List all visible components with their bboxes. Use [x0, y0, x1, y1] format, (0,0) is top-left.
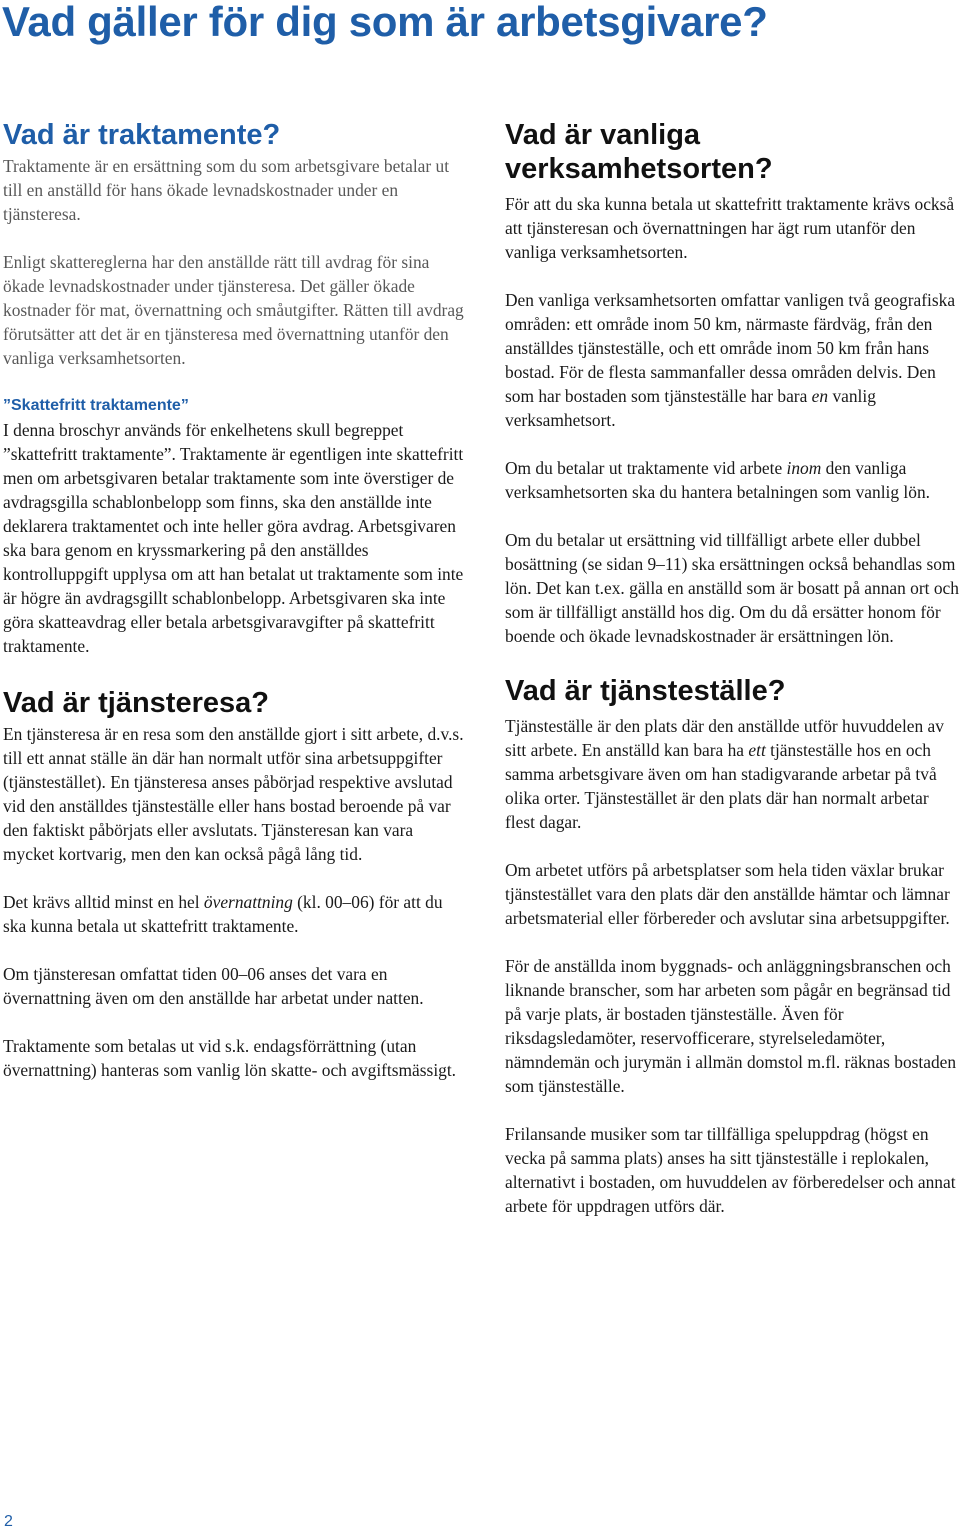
heading-tjansteresa: Vad är tjänsteresa?	[3, 687, 269, 719]
heading-tjanstestalle: Vad är tjänsteställe?	[505, 675, 786, 707]
paragraph-verksamhetsort-krav: För att du ska kunna betala ut skattefritt traktamente krävs också att tjänsteresan och övernattningen har ägt rum utanför den vanliga verksamhetsorten.	[505, 194, 955, 262]
paragraph-traktamente-definition: Traktamente är en ersättning som du som arbetsgivare betalar ut till en anställd för hans ökade levnadskostnader under en tjänsteresa.	[3, 156, 450, 224]
paragraph-tjanstestalle-definition	[505, 714, 960, 834]
definition-emphasis: ett	[748, 740, 766, 760]
paragraph-avdrag-rest: Rätten till avdrag förutsätter att det är en tjänsteresa med övernattning utanför den vanliga verksamhetsorten.	[3, 300, 464, 368]
paragraph-geografiska-omraden	[505, 288, 960, 432]
paragraph-tillfalligt-arbete: Om du betalar ut ersättning vid tillfälligt arbete eller dubbel bosättning (se sidan 9–11) ska ersättningen också behandlas som lön. Det kan t.ex. gälla en anställd som är bosatt på annan ort och som är tillfälligt anställd hos dig. Om du då ersätter honom för boende och ökade levnadskostnader är ersättningen lön.	[505, 530, 959, 646]
heading-traktamente: Vad är traktamente?	[3, 119, 281, 151]
page-title: Vad gäller för dig som är arbetsgivare?	[2, 0, 768, 45]
inom-emphasis: inom	[786, 458, 822, 478]
overnattning-after: (kl. 00–06) för att du ska kunna betala ut skattefritt traktamente.	[3, 892, 443, 936]
left-column	[3, 118, 468, 1082]
omraden-emphasis: en	[811, 386, 829, 406]
inom-before: Om du betalar ut traktamente vid arbete	[505, 458, 787, 478]
section-traktamente	[3, 118, 468, 658]
paragraph-vaxlande-arbetsplatser: Om arbetet utförs på arbetsplatser som hela tiden växlar brukar tjänstestället vara den plats där den anställde hämtar och lämnar arbetsmaterial eller förbereder och avslutar sina arbetsuppgifter.	[505, 860, 950, 928]
overnattning-emphasis: övernattning	[203, 892, 293, 912]
paragraph-avdrag	[3, 250, 468, 370]
heading-verksamhetsort: Vad är vanliga verksamhetsorten?	[505, 119, 773, 185]
section-verksamhetsort	[505, 118, 960, 648]
page-number: 2	[4, 1513, 13, 1530]
section-tjansteresa	[3, 686, 468, 1082]
definition-after: tjänsteställe hos en och samma arbetsgivare även om han stadigvarande arbetar på två olika orter. Tjänstestället är den plats där han normalt arbetar flest dagar.	[505, 740, 937, 832]
paragraph-skattefritt: I denna broschyr används för enkelhetens skull begreppet ”skattefritt traktamente”. Traktamente är egentligen inte skattefritt men om arbetsgivaren betalar traktamente som inte överstiger de avdragsgilla schablonbelopp som finns, ska den anställde inte deklarera traktamentet och inte heller göra avdrag. Arbetsgivaren ska bara genom en kryssmarkering på den anställdes kontrolluppgift upplysa om att han betalat ut traktamente som inte är högre än avdragsgillt schablonbelopp. Arbetsgivaren ska inte göra skatteavdrag eller betala arbetsgivaravgifter på skattefritt traktamente.	[3, 420, 464, 656]
definition-before: Tjänsteställe är den plats där den anställde utför huvuddelen av sitt arbete. En anställd kan bara ha	[505, 716, 944, 760]
paragraph-overnattning	[3, 890, 468, 938]
paragraph-tjansteresa-definition: En tjänsteresa är en resa som den anställde gjort i sitt arbete, d.v.s. till ett annat ställe än där han normalt utför sina arbetsuppgifter (tjänstestället). En tjänsteresa anses påbörjad respektive avslutad vid den anställdes tjänsteställe eller hans bostad beroende på var den faktiskt påbörjats eller avslutats. Tjänsteresan kan vara mycket kortvarig, men den kan också pågå lång tid.	[3, 724, 464, 864]
section-tjanstestalle	[505, 674, 960, 1218]
overnattning-before: Det krävs alltid minst en hel	[3, 892, 204, 912]
paragraph-nattarbete: Om tjänsteresan omfattat tiden 00–06 anses det vara en övernattning även om den anställde har arbetat under natten.	[3, 964, 424, 1008]
paragraph-avdrag-grey: Enligt skattereglerna har den anställde rätt till avdrag för sina ökade levnadskostnader under tjänsteresa. Det gäller ökade kostnader för mat, övernattning och småutgifter.	[3, 252, 430, 320]
omraden-after: vanlig verksamhetsort.	[505, 386, 876, 430]
paragraph-musiker: Frilansande musiker som tar tillfälliga speluppdrag (högst en vecka på samma plats) anses ha sitt tjänsteställe i replokalen, alternativt i bostaden, om huvuddelen av förberedelser och annat arbete för uppdragen utförs där.	[505, 1124, 956, 1216]
inom-after: den vanliga verksamhetsorten ska du hantera betalningen som vanlig lön.	[505, 458, 930, 502]
paragraph-endagsforrattning: Traktamente som betalas ut vid s.k. endagsförrättning (utan övernattning) hanteras som vanlig lön skatte- och avgiftsmässigt.	[3, 1036, 457, 1080]
right-column	[505, 118, 960, 1218]
paragraph-arbete-inom	[505, 456, 960, 504]
paragraph-byggnadsbranschen: För de anställda inom byggnads- och anläggningsbranschen och liknande branscher, som har arbeten som pågår en begränsad tid på varje plats, är bostaden tjänsteställe. Även för riksdagsledamöter, reservofficerare, styrelseledamöter, nämndemän och jurymän i allmän domstol m.fl. räknas bostaden som tjänsteställe.	[505, 956, 957, 1096]
subheading-skattefritt: ”Skattefritt traktamente”	[3, 397, 189, 414]
skattefritt-box	[3, 394, 468, 658]
omraden-before: Den vanliga verksamhetsorten omfattar vanligen två geografiska områden: ett område inom 50 km, närmaste färdväg, från den anställdes tjänsteställe, och ett område inom 50 km från hans bostad. För de flesta sammanfaller dessa områden delvis. Den som har bostaden som tjänsteställe har bara	[505, 290, 956, 406]
